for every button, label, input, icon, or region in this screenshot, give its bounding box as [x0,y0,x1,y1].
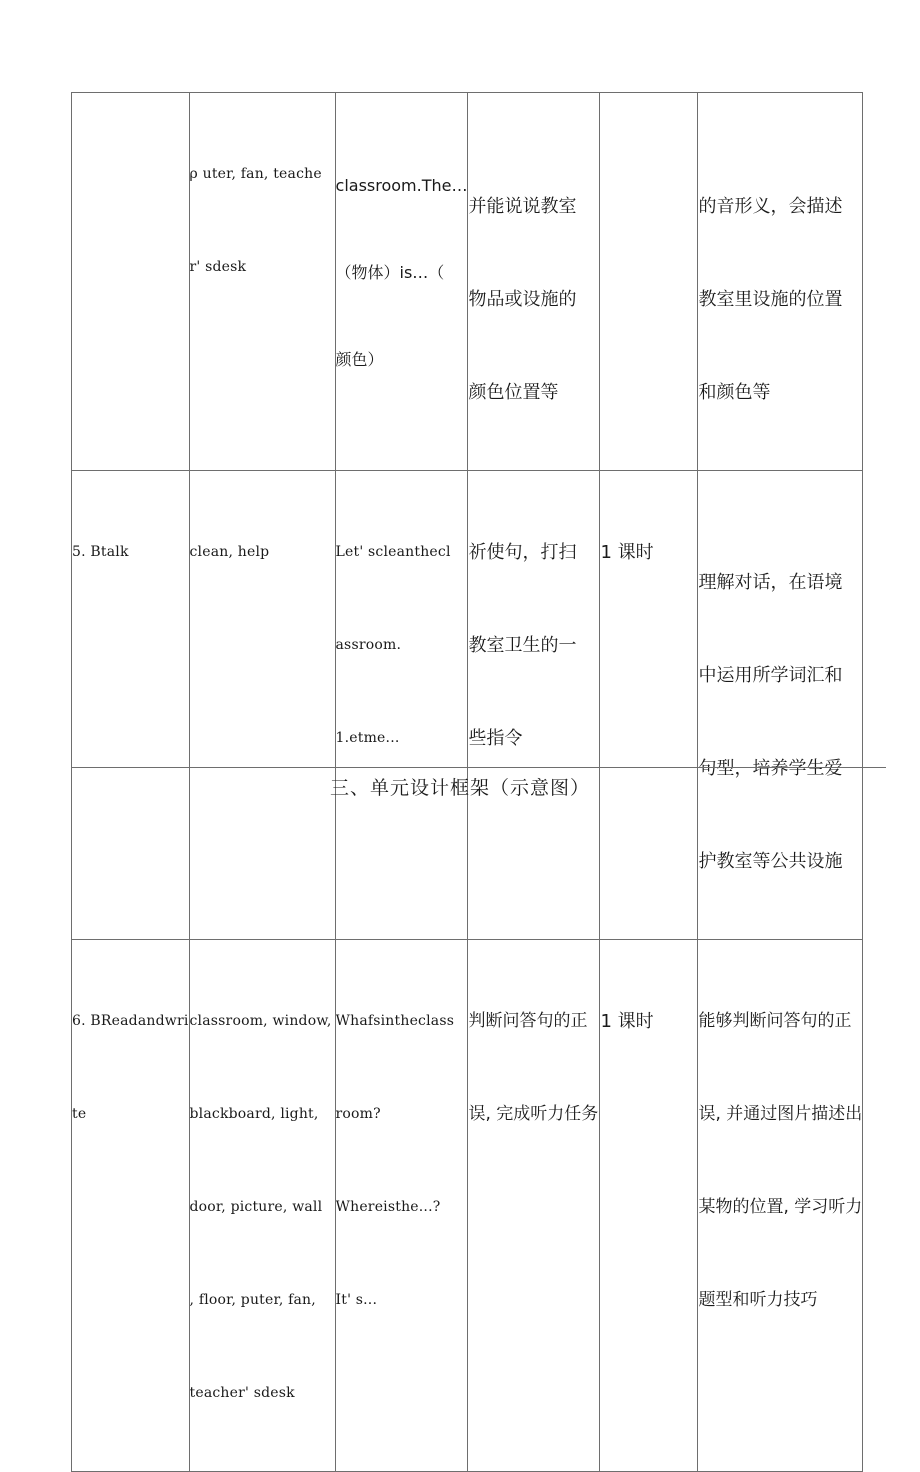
vocabulary-line: classroom, window, [189,1013,332,1029]
hours-line: 1 课时 [600,542,654,563]
objective-line: 物品或设施的 [468,289,577,310]
objective-line: 并能说说教室 [468,196,577,217]
sentences-cell [335,471,468,940]
sentence-line: room? [335,1106,381,1122]
goal-line: 能够判断问答句的正 [698,1011,852,1031]
goal-line: 教室里设施的位置 [698,289,843,310]
sentence-line: （物体）is…（ [335,263,445,282]
objective-line: 判断问答句的正 [468,1011,588,1031]
goals-cell [698,940,863,1472]
lesson-cell [72,940,190,1472]
table-row [72,940,863,1472]
vocabulary-line: clean, help [189,544,270,560]
objective-line: 教室卫生的一 [468,635,577,656]
goals-cell [698,93,863,471]
sentence-line: It' s... [335,1292,378,1308]
sentence-line: Whafsintheclass [335,1013,455,1029]
vocabulary-line: blackboard, light, [189,1106,319,1122]
section-heading: 三、单元设计框架（示意图） [329,777,590,799]
hours-line: 1 课时 [600,1011,654,1032]
hours-cell [600,471,698,940]
sentence-line: Whereisthe...? [335,1199,441,1215]
lesson-cell [72,93,190,471]
vocabulary-line: ρ uter, fan, teache [189,166,322,182]
vocabulary-line: r' sdesk [189,259,247,275]
table-row [72,93,863,471]
goal-line: 句型，培养学生爱 [698,758,843,779]
objectives-cell [468,940,600,1472]
vocabulary-line: , floor, puter, fan, [189,1292,316,1308]
lesson-cell [72,471,190,940]
table-row [72,471,863,940]
objective-line: 祈使句，打扫 [468,542,577,563]
sentence-line: Let' scleanthecl [335,544,451,560]
objective-line: 误, 完成听力任务 [468,1104,599,1124]
vocabulary-cell [189,93,335,471]
section-divider [71,767,886,768]
vocabulary-cell [189,940,335,1472]
goal-line: 某物的位置, 学习听力 [698,1197,863,1217]
vocabulary-line: teacher' sdesk [189,1385,295,1401]
sentences-cell [335,940,468,1472]
sentence-line: assroom. [335,637,402,653]
goal-line: 理解对话，在语境 [698,572,843,593]
hours-cell [600,940,698,1472]
goal-line: 中运用所学词汇和 [698,665,843,686]
sentence-line: 1.etme... [335,730,400,746]
goal-line: 的音形义，会描述 [698,196,843,217]
objective-line: 些指令 [468,728,523,749]
goal-line: 误, 并通过图片描述出 [698,1104,863,1124]
vocabulary-cell [189,471,335,940]
lesson-line: te [72,1106,87,1122]
goal-line: 护教室等公共设施 [698,851,843,872]
sentence-line: classroom.The… [335,176,468,195]
hours-cell [600,93,698,471]
goal-line: 和颜色等 [698,382,771,403]
sentence-line: 颜色） [335,350,384,369]
lesson-line: 6. BReadandwri [72,1013,189,1029]
lesson-line: 5. Btalk [72,544,129,560]
goals-cell [698,471,863,940]
goal-line: 题型和听力技巧 [698,1290,818,1310]
vocabulary-line: door, picture, wall [189,1199,323,1215]
sentences-cell [335,93,468,471]
objectives-cell [468,471,600,940]
objectives-cell [468,93,600,471]
objective-line: 颜色位置等 [468,382,559,403]
